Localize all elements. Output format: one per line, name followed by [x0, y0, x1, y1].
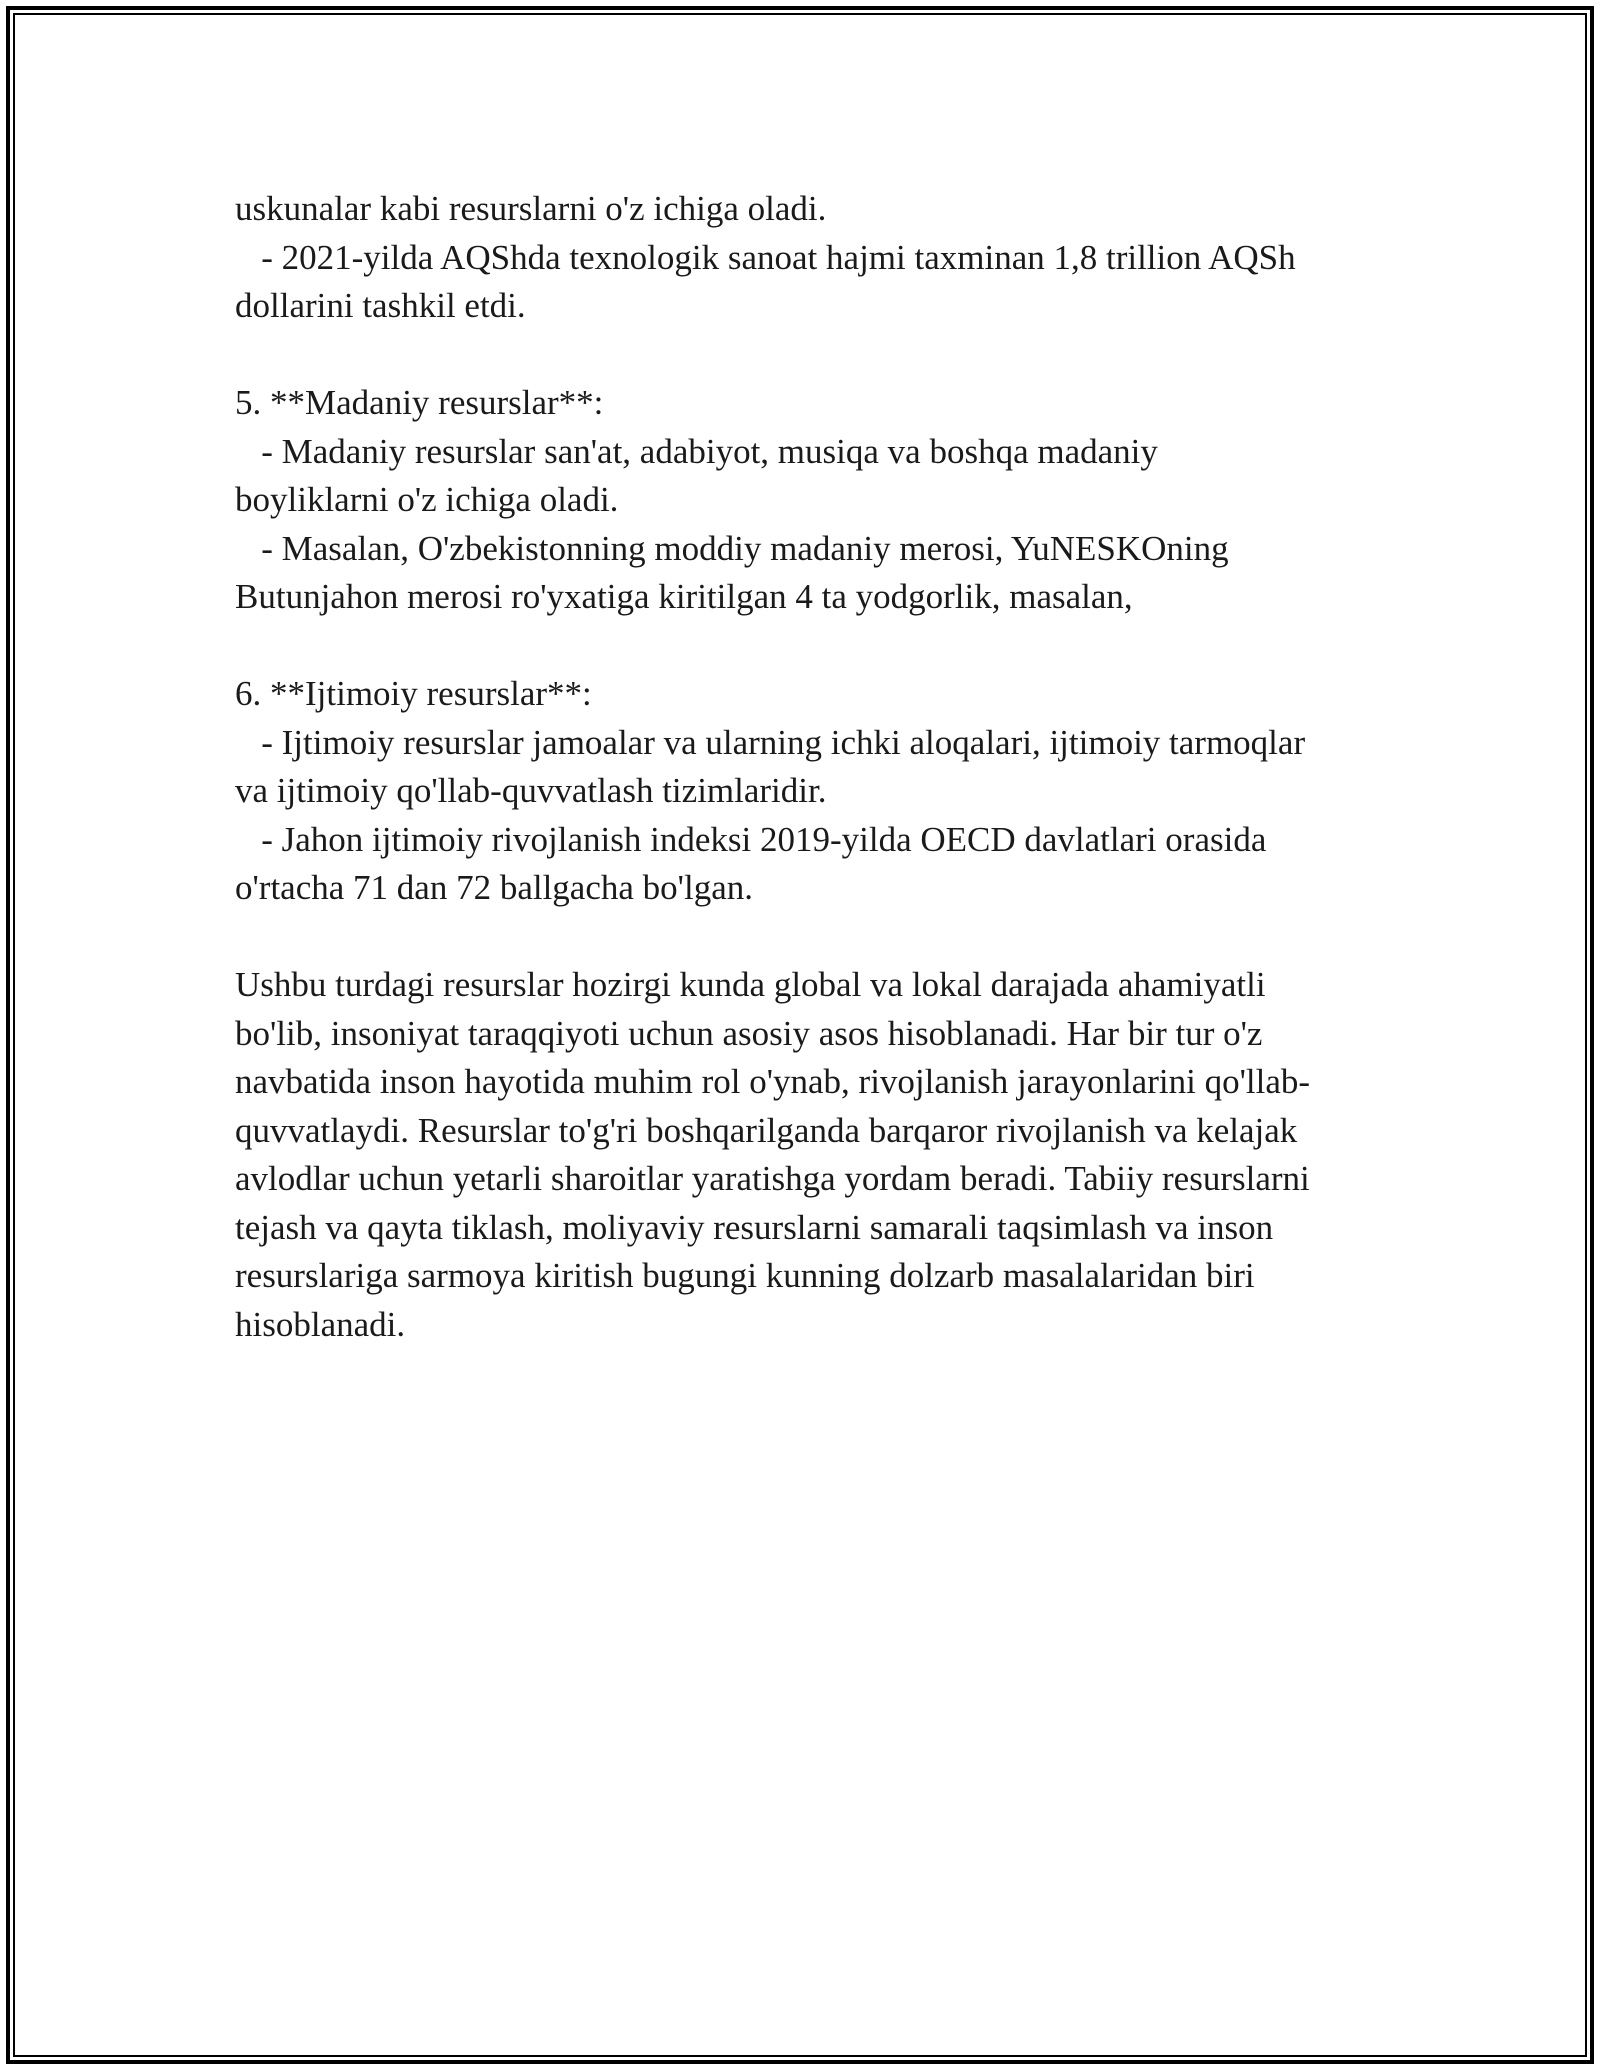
- conclusion-line: tejash va qayta tiklash, moliyaviy resurslarni samarali taqsimlash va inson: [235, 1207, 1274, 1247]
- conclusion-line: navbatida inson hayotida muhim rol o'ynab, rivojlanish jarayonlarini qo'llab-: [235, 1062, 1311, 1101]
- document-body: [235, 185, 1365, 1349]
- conclusion-line: resurslariga sarmoya kiritish bugungi kunning dolzarb masalalaridan biri: [235, 1256, 1255, 1295]
- text-line: va ijtimoiy qo'llab-quvvatlash tizimlaridir.: [235, 771, 827, 810]
- conclusion-line: quvvatlaydi. Resurslar to'g'ri boshqarilganda barqaror rivojlanish va kelajak: [235, 1110, 1298, 1150]
- text-line: dollarini tashkil etdi.: [235, 286, 526, 325]
- text-line: uskunalar kabi resurslarni o'z ichiga oladi.: [235, 189, 827, 228]
- text-line: - Ijtimoiy resurslar jamoalar va ularning ichki aloqalari, ijtimoiy tarmoqlar: [235, 722, 1306, 762]
- conclusion-line: bo'lib, insoniyat taraqqiyoti uchun asosiy asos hisoblanadi. Har bir tur o'z: [235, 1013, 1263, 1053]
- text-line: - Jahon ijtimoiy rivojlanish indeksi 2019-yilda OECD davlatlari orasida: [235, 819, 1267, 859]
- text-line: o'rtacha 71 dan 72 ballgacha bo'lgan.: [235, 868, 753, 907]
- blank-line: [235, 622, 1365, 671]
- text-line: Butunjahon merosi ro'yxatiga kiritilgan 4 ta yodgorlik, masalan,: [235, 577, 1133, 616]
- section-heading-madaniy: 5. **Madaniy resurslar**:: [235, 383, 604, 422]
- text-line: - 2021-yilda AQShda texnologik sanoat hajmi taxminan 1,8 trillion AQSh: [235, 237, 1296, 277]
- text-line: boyliklarni o'z ichiga oladi.: [235, 480, 619, 519]
- text-line: - Masalan, O'zbekistonning moddiy madaniy merosi, YuNESKOning: [235, 528, 1229, 568]
- text-line: - Madaniy resurslar san'at, adabiyot, musiqa va boshqa madaniy: [235, 431, 1158, 471]
- conclusion-line: Ushbu turdagi resurslar hozirgi kunda global va lokal darajada ahamiyatli: [235, 965, 1266, 1004]
- section-heading-ijtimoiy: 6. **Ijtimoiy resurslar**:: [235, 674, 592, 713]
- conclusion-line: avlodlar uchun yetarli sharoitlar yaratishga yordam beradi. Tabiiy resurslarni: [235, 1159, 1310, 1198]
- blank-line: [235, 913, 1365, 962]
- conclusion-line: hisoblanadi.: [235, 1304, 406, 1344]
- blank-line: [235, 331, 1365, 380]
